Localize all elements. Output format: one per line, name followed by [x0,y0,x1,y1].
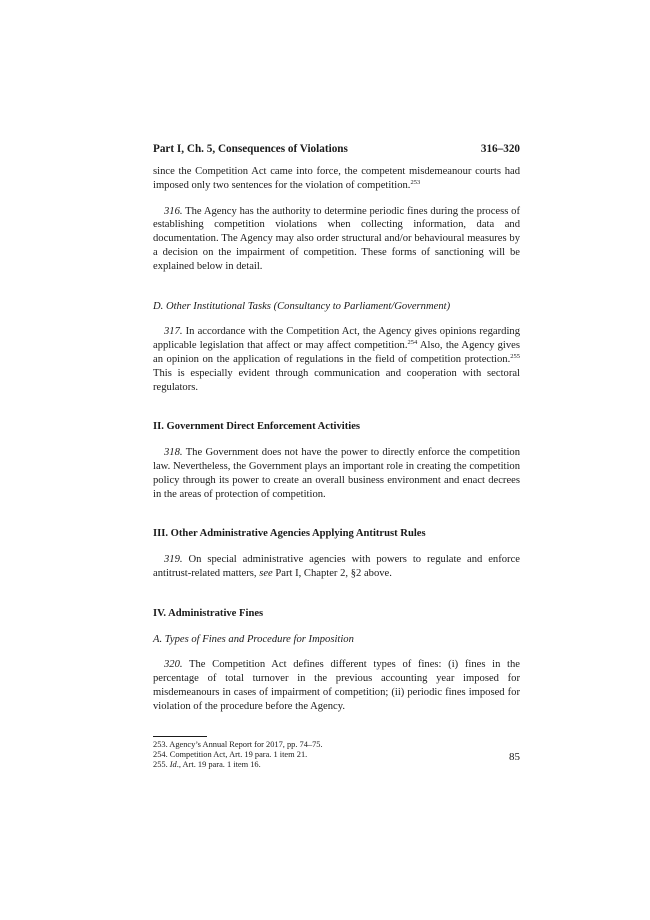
paragraph-320: 320. The Competition Act defines different types of fines: (i) fines in the percentage of total turnover in the previous accounting year imposed for misdemeanours in cases of impairment of competition; (ii) periodic fines imposed for violation of the procedure before the Agency. [153,659,520,712]
page-number: 85 [509,751,520,763]
page-body [153,142,520,771]
footnote-divider [153,736,207,737]
section-heading-ii: II. Government Direct Enforcement Activities [153,421,361,433]
section-heading-iv: IV. Administrative Fines [153,607,264,619]
paragraph-318: 318. The Government does not have the power to directly enforce the competition law. Nevertheless, the Government plays an important role in creating the competition policy through its power to create an overall business environment and enact decrees in the areas of protection of competition. [153,447,520,500]
running-header-title: Part I, Ch. 5, Consequences of Violations [153,143,348,155]
section-heading-iii: III. Other Administrative Agencies Applying Antitrust Rules [153,528,426,540]
footnote-255: 255. Id., Art. 19 para. 1 item 16. [153,760,261,770]
paragraph-number: 319. [164,554,183,566]
paragraph-number: 318. [164,447,183,459]
running-header-paragraph-range: 316–320 [480,143,520,155]
paragraph-number: 316. [164,205,183,217]
continued-paragraph: since the Competition Act came into force, the competent misdemeanour courts had imposed only two sentences for the violation of competition.$^{253}$ [153,166,520,191]
paragraph-317: 317. In accordance with the Competition Act, the Agency gives opinions regarding applicable legislation that affect or may affect competition.$^{254}$ Also, the Agency gives an opinion on the application of regulations in the field of competition protection.$^{255}$ This is especially evident through communication and cooperation with sectoral regulators. [153,326,520,393]
footnote-253: 253. Agency’s Annual Report for 2017, pp. 74–75. [153,739,323,749]
paragraph-316: 316. The Agency has the authority to determine periodic fines during the process of establishing competition violations when collecting information, data and documentation. The Agency may also order structural and/or behavioural measures by a decision on the impairment of competition. These forms of sanctioning will be explained below in detail. [153,205,520,272]
running-header [153,142,520,156]
subsection-heading-d: D. Other Institutional Tasks (Consultancy to Parliament/Government) [153,300,451,312]
footnote-254: 254. Competition Act, Art. 19 para. 1 item 21. [153,749,308,759]
footnote-ref-254[interactable]: 254 [407,339,418,347]
paragraph-number: 320. [164,659,183,671]
see-emphasis: see [259,567,273,579]
subsection-heading-a: A. Types of Fines and Procedure for Imposition [153,633,354,645]
footnote-ref-255[interactable]: 255 [510,352,520,360]
footnote-ref-253[interactable]: 253 [410,178,421,186]
paragraph-319: 319. On special administrative agencies with powers to regulate and enforce antitrust-related matters, see Part I, Chapter 2, §2 above. [153,554,520,579]
paragraph-number: 317. [164,326,183,338]
